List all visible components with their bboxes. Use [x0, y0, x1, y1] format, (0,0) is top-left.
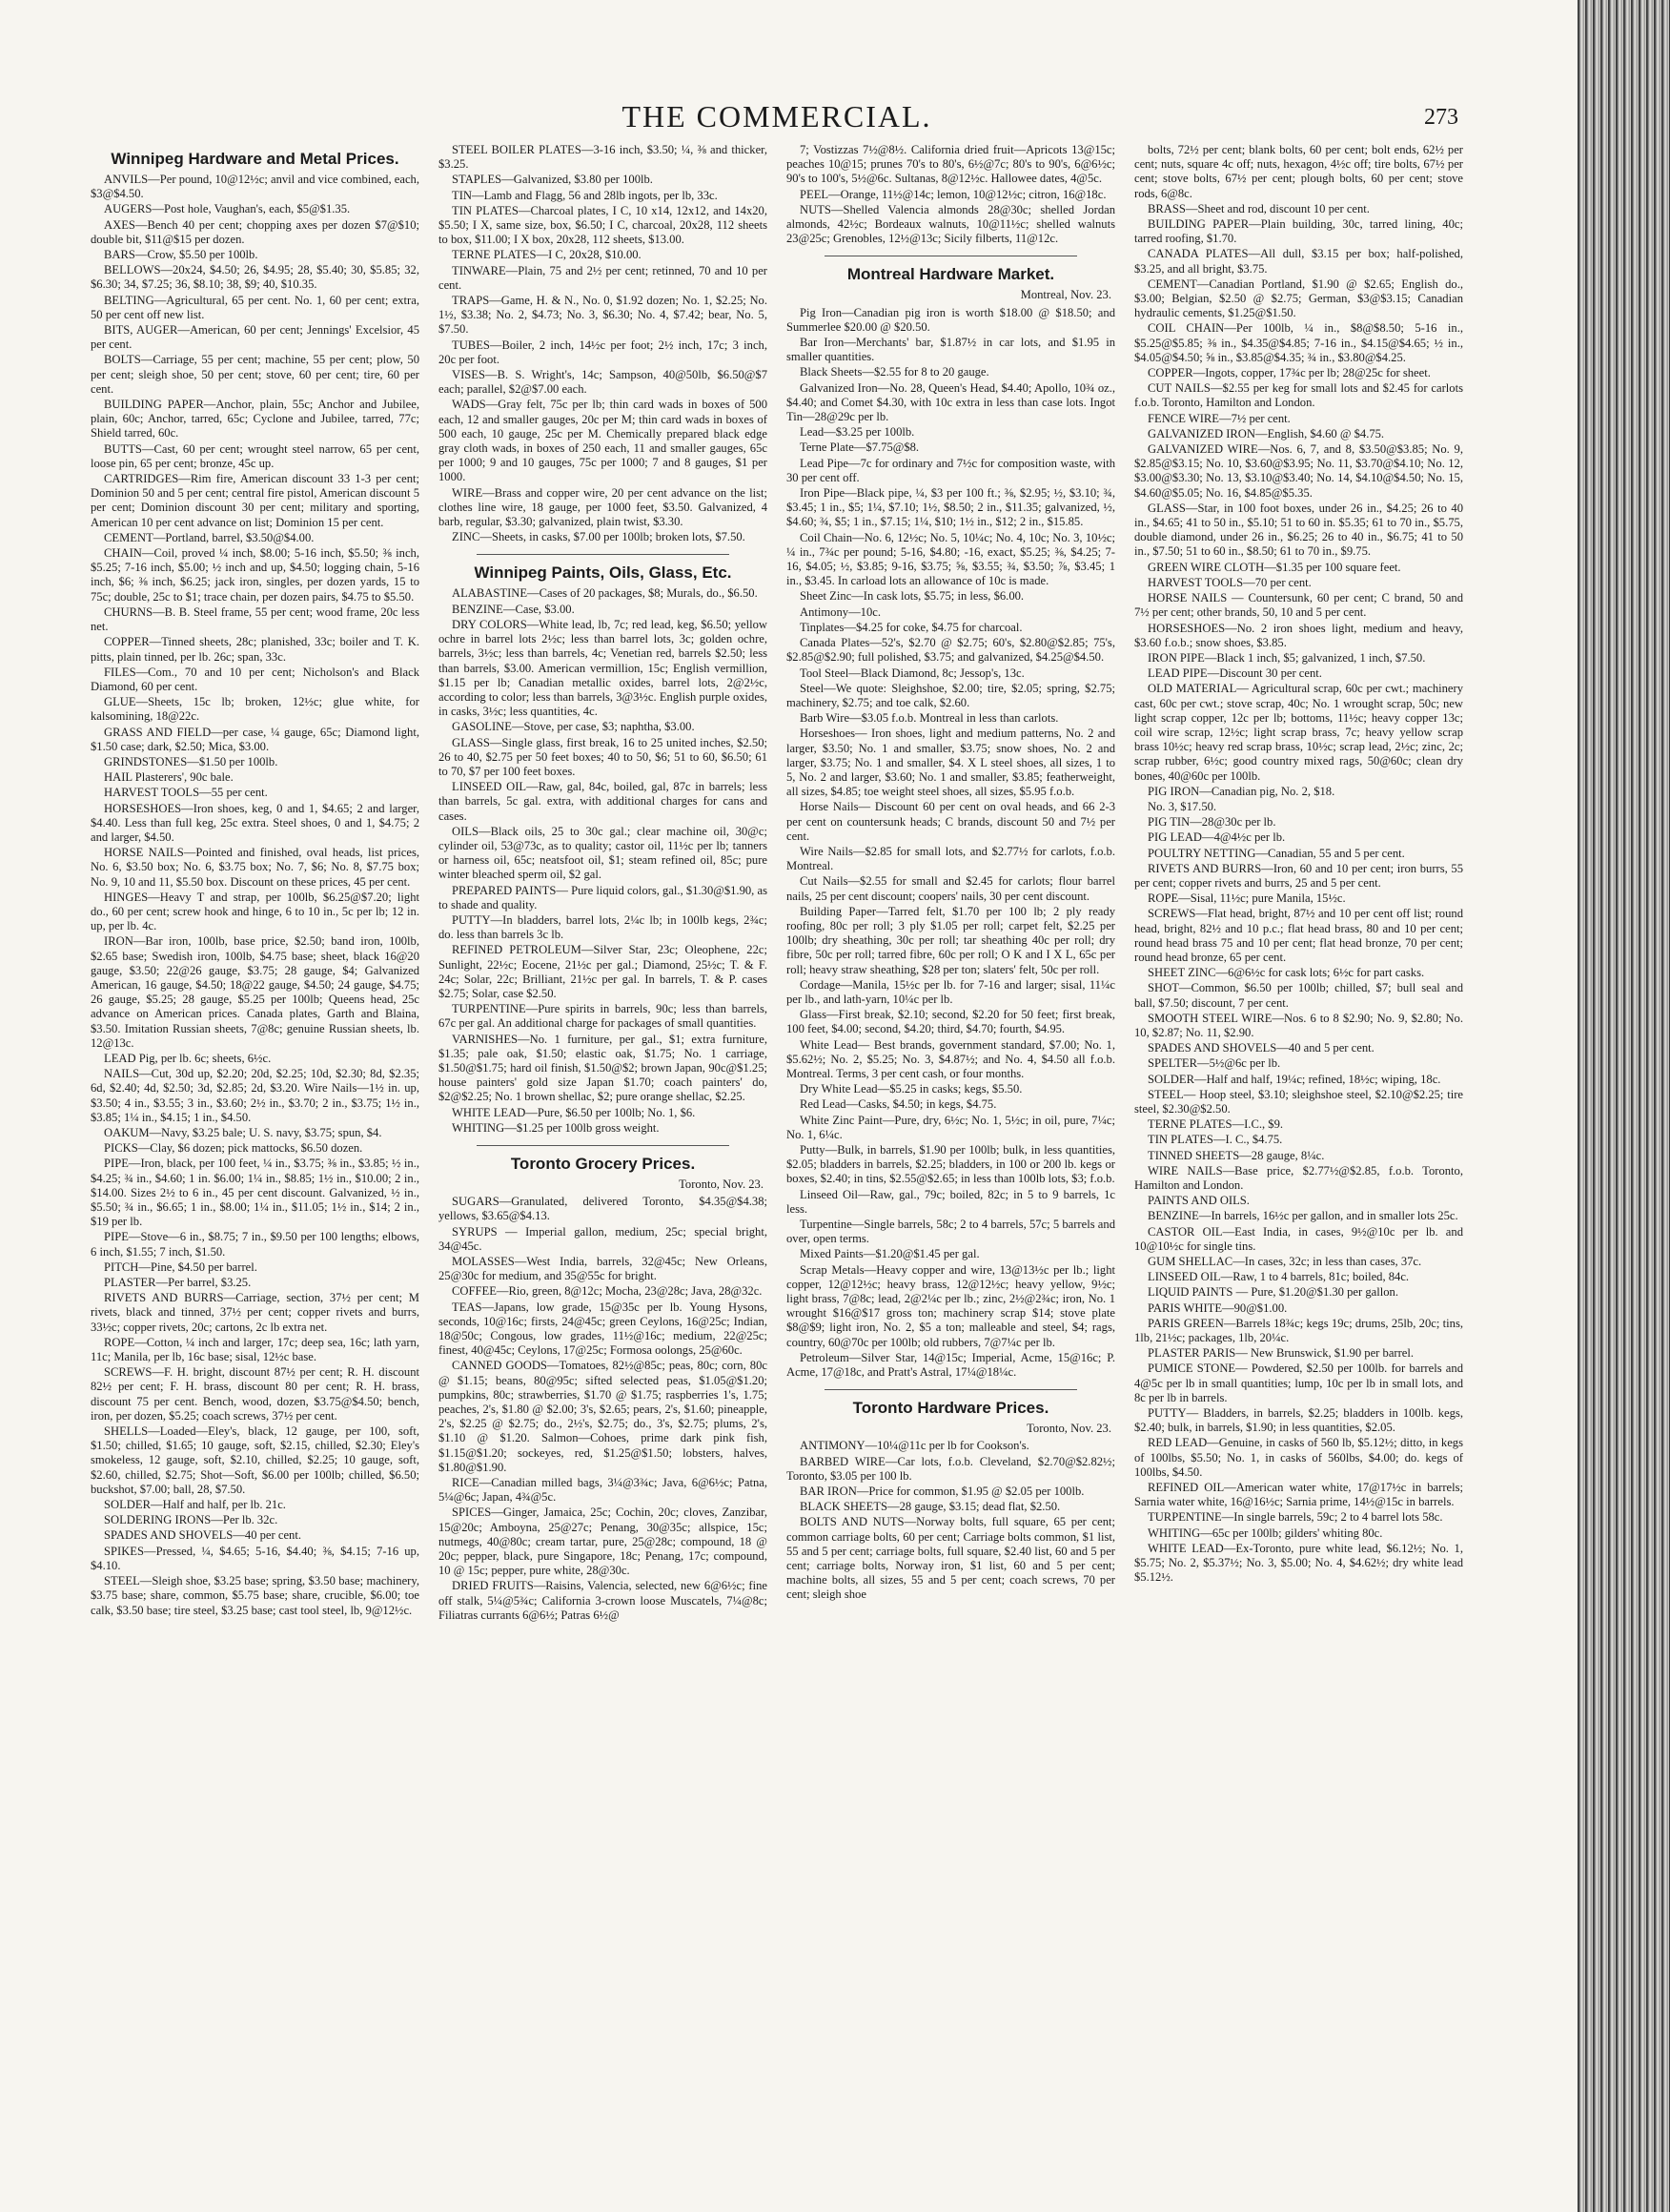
price-entry: GALVANIZED WIRE—Nos. 6, 7, and 8, $3.50@$3.85; No. 9, $2.85@$3.15; No. 10, $3.60@$3.95; No. 11, $3.70@$4.10; No. 12, $3.00@$3.30; No. 13, $3.10@$3.40; No. 14, $4.10@$4.50; No. 15, $4.60@$5.05; No. 16, $4.85@$5.35.	[1134, 442, 1463, 500]
price-entry: MOLASSES—West India, barrels, 32@45c; New Orleans, 25@30c for medium, and 35@55c for bright.	[438, 1255, 767, 1283]
price-entry: PIG IRON—Canadian pig, No. 2, $18.	[1148, 784, 1335, 798]
price-entry: PIG TIN—28@30c per lb.	[1148, 815, 1276, 830]
price-entry: ROPE—Sisal, 11½c; pure Manila, 15½c.	[1148, 891, 1346, 906]
price-entry: Lead Pipe—7c for ordinary and 7½c for composition waste, with 30 per cent off.	[786, 456, 1115, 484]
price-entry: BOLTS AND NUTS—Norway bolts, full square, 65 per cent; common carriage bolts, 60 per cent; Carriage bolts common, $1 list, 55 and 5 per cent; carriage bolts, full square, $2.40 list, 60 and 5 per cent; carriage bolts, Norway iron, $1 list, 60 and 5 per cent; machine bolts, all sizes, 55 and 5 per cent; coach screws, 70 per cent; sleigh shoe	[786, 1515, 1115, 1602]
price-entry: CASTOR OIL—East India, in cases, 9½@10c per lb. and 10@10½c for single tins.	[1134, 1224, 1463, 1253]
price-entry: TIN PLATES—I. C., $4.75.	[1148, 1133, 1283, 1147]
price-entry: Petroleum—Silver Star, 14@15c; Imperial, Acme, 15@16c; P. Acme, 17@18c, and Pratt's Astral, 17¼@18¼c.	[786, 1350, 1115, 1380]
price-entry: Cut Nails—$2.55 for small and $2.45 for carlots; flour barrel nails, 25 per cent discount; coopers' nails, 30 per cent discount.	[786, 874, 1115, 903]
price-entry: PIPE—Stove—6 in., $8.75; 7 in., $9.50 per 100 lengths; elbows, 6 inch, $1.55; 7 inch, $1.50.	[91, 1230, 419, 1259]
price-entry: TINWARE—Plain, 75 and 2½ per cent; retinned, 70 and 10 per cent.	[438, 263, 767, 292]
price-entry: Black Sheets—$2.55 for 8 to 20 gauge.	[800, 365, 989, 379]
price-entry: OAKUM—Navy, $3.25 bale; U. S. navy, $3.75; spun, $4.	[104, 1126, 382, 1139]
price-entry: STEEL BOILER PLATES—3-16 inch, $3.50; ¼, ⅜ and thicker, $3.25.	[438, 143, 767, 172]
price-section	[438, 1145, 767, 1623]
price-entry: CARTRIDGES—Rim fire, American discount 33 1-3 per cent; Dominion 50 and 5 per cent; central fire pistol, American discount 5 per cent; Dominion discount 30 per cent; military and sporting, American 10 per cent advance on list; Dominion 15 per cent.	[91, 472, 419, 529]
price-entry: IRON—Bar iron, 100lb, base price, $2.50; band iron, 100lb, $2.65 base; Swedish iron, 100lb, $4.75 base; sheet, black 16@20 gauge, $3.50; 22@26 gauge, $3.75; 28 gauge, $4; Galvanized American, 16 gauge, $4.50; 18@22 gauge, $4.50; 24 gauge, $4.75; 26 gauge, $5.25; 28 gauge, $5.25 per 100lb; Queens head, 25c advance on American prices. Canada plates, Garth and Blaina, $3.50. Imitation Russian sheets, 7@8c; genuine Russian sheets, lb. 12@13c.	[91, 934, 419, 1050]
price-entry: HORSESHOES—No. 2 iron shoes light, medium and heavy, $3.60 f.o.b.; snow shoes, $3.85.	[1134, 621, 1463, 649]
price-entry: FILES—Com., 70 and 10 per cent; Nicholson's and Black Diamond, 60 per cent.	[91, 665, 419, 693]
price-entry: BOLTS—Carriage, 55 per cent; machine, 55 per cent; plow, 50 per cent; sleigh shoe, 50 per cent; stove, 60 per cent; tire, 60 per cent.	[91, 353, 419, 396]
price-entry: No. 3, $17.50.	[1148, 799, 1217, 813]
price-entry: Terne Plate—$7.75@$8.	[800, 440, 920, 455]
section-heading: Toronto Grocery Prices.	[510, 1155, 696, 1173]
price-entry: RIVETS AND BURRS—Iron, 60 and 10 per cent; iron burrs, 55 per cent; copper rivets and burrs, 25 and 5 per cent.	[1134, 861, 1463, 890]
price-entry: GLUE—Sheets, 15c lb; broken, 12½c; glue white, for kalsomining, 18@22c.	[91, 695, 419, 724]
price-entry: POULTRY NETTING—Canadian, 55 and 5 per cent.	[1148, 846, 1405, 860]
price-entry: SPICES—Ginger, Jamaica, 25c; Cochin, 20c; cloves, Zanzibar, 15@20c; Amboyna, 25@27c; Penang, 30@35c; allspice, 15c; nutmegs, 40@80c; cream tartar, pure, 25@28c; compound, 18 @ 20c; pepper, black, pure Singapore, 18c; Penang, 17c; compound, 10 @ 15c; pepper, pure white, 28@30c.	[438, 1505, 767, 1578]
section-divider	[477, 554, 729, 555]
price-entry: Turpentine—Single barrels, 58c; 2 to 4 barrels, 57c; 5 barrels and over, open terms.	[786, 1218, 1115, 1246]
price-entry: bolts, 72½ per cent; blank bolts, 60 per cent; bolt ends, 62½ per cent; nuts, square 4c off; nuts, hexagon, 4½c off; tire bolts, 67½ per cent; stove bolts, 67½ per cent; plough bolts, 60 per cent; stove rods, 6@8c.	[1134, 143, 1463, 200]
price-entry: COFFEE—Rio, green, 8@12c; Mocha, 23@28c; Java, 28@32c.	[452, 1284, 763, 1299]
text-column-2	[438, 143, 767, 2155]
price-entry: VISES—B. S. Wright's, 14c; Sampson, 40@50lb, $6.50@$7 each; parallel, $2@$7.00 each.	[438, 368, 767, 397]
price-entry: PITCH—Pine, $4.50 per barrel.	[104, 1260, 257, 1274]
price-entry: WADS—Gray felt, 75c per lb; thin card wads in boxes of 500 each, 12 and smaller gauges, 20c per M; thin card wads in boxes of 500 each, 10 gauge, 25c per M. Chemically prepared black edge gray cloth wads, in boxes of 250 each, 11 and smaller gauges, 65c per 1000; 9 and 10 gauges, 75c per 1000; 7 and 8 gauges, $1 per 1000.	[438, 398, 767, 484]
price-entry: STEEL—Sleigh shoe, $3.25 base; spring, $3.50 base; machinery, $3.75 base; share, common, $5.75 base; share, crucible, $6.00; toe calk, $3.50 base; tire steel, $3.25 base; cast tool steel, lb, 9@12½c.	[91, 1574, 419, 1617]
price-entry: SUGARS—Granulated, delivered Toronto, $4.35@$4.38; yellows, $3.65@$4.13.	[438, 1195, 767, 1223]
price-entry: Tool Steel—Black Diamond, 8c; Jessop's, 13c.	[800, 666, 1025, 680]
price-entry: Iron Pipe—Black pipe, ¼, $3 per 100 ft.; ⅜, $2.95; ½, $3.10; ¾, $3.45; 1 in., $5; 1¼, $7.10; 1½, $8.50; 2 in., $11.35; galvanized, ½, $4.60; ¾, $5; 1 in., $7.15; 1¼, $10; 1½ in., $12; 2 in., $15.85.	[786, 486, 1115, 529]
price-entry: Building Paper—Tarred felt, $1.70 per 100 lb; 2 ply ready roofing, 80c per roll; 3 ply $1.05 per roll; carpet felt, $2.25 per 100lb; dry sheathing, 30c per roll; tar sheathing 40c per roll; dry fibre, 50c per roll; tarred fibre, 60c per roll; O K and I X L, 65c per roll; heavy straw sheathing, $28 per ton; slaters' felt, 50c per roll.	[786, 904, 1115, 976]
price-entry: DRIED FRUITS—Raisins, Valencia, selected, new 6@6½c; fine off stalk, 5¼@5¾c; California 3-crown loose Muscatels, 7¼@8c; Filiatras currants 6@6½; Patras 6½@	[438, 1579, 767, 1622]
price-entry: PUTTY—In bladders, barrel lots, 2¼c lb; in 100lb kegs, 2¾c; do. less than barrels 3c lb.	[438, 912, 767, 942]
page-header	[95, 99, 1458, 137]
price-entry: WIRE NAILS—Base price, $2.77½@$2.85, f.o.b. Toronto, Hamilton and London.	[1134, 1163, 1463, 1193]
price-section	[786, 1389, 1115, 1602]
price-entry: PICKS—Clay, $6 dozen; pick mattocks, $6.50 dozen.	[104, 1141, 363, 1156]
price-entry: HORSESHOES—Iron shoes, keg, 0 and 1, $4.65; 2 and larger, $4.40. Less than full keg, 25c extra. Steel shoes, 0 and 1, $4.75; 2 and larger, $4.50.	[91, 801, 419, 844]
price-entry: Wire Nails—$2.85 for small lots, and $2.77½ for carlots, f.o.b. Montreal.	[786, 844, 1115, 873]
price-entry: GREEN WIRE CLOTH—$1.35 per 100 square feet.	[1148, 560, 1401, 574]
price-entry: HORSE NAILS—Pointed and finished, oval heads, list prices, No. 6, $3.50 box; No. 6, $3.75 box; No. 7, $6; No. 8, $7.75 box; No. 9, 10 and 11, $5.50 box. Discount on these prices, 45 per cent.	[91, 846, 419, 889]
price-entry: SOLDER—Half and half, 19¼c; refined, 18½c; wiping, 18c.	[1148, 1072, 1441, 1086]
price-entry: Horseshoes— Iron shoes, light and medium patterns, No. 2 and larger, $3.50; No. 1 and smaller, $3.75; snow shoes, No. 2 and larger, $3.75; No. 1 and smaller, $4. X L steel shoes, all sizes, 1 to 5, No. 2 and larger, $3.60; No. 1 and smaller, $3.85; featherweight, all sizes, $4.85; toe weight steel shoes, all sizes, $5.95 f.o.b.	[786, 727, 1115, 799]
dateline: Montreal, Nov. 23.	[1020, 288, 1111, 302]
price-entry: White Zinc Paint—Pure, dry, 6½c; No. 1, 5½c; in oil, pure, 7¼c; No. 1, 6¼c.	[786, 1113, 1115, 1141]
price-entry: LINSEED OIL—Raw, gal, 84c, boiled, gal, 87c in barrels; less than barrels, 5c gal. extra, with additional charges for cans and cases.	[438, 780, 767, 823]
price-entry: TINNED SHEETS—28 gauge, 8¼c.	[1148, 1148, 1325, 1162]
price-entry: CANADA PLATES—All dull, $3.15 per box; half-polished, $3.25, and all bright, $3.75.	[1134, 247, 1463, 276]
price-entry: BELTING—Agricultural, 65 per cent. No. 1, 60 per cent; extra, 50 per cent off new list.	[91, 293, 419, 321]
price-entry: GRASS AND FIELD—per case, ¼ gauge, 65c; Diamond light, $1.50 case; dark, $2.50; Mica, $3.00.	[91, 725, 419, 753]
price-entry: Cordage—Manila, 15½c per lb. for 7-16 and larger; sisal, 11¼c per lb., and lath-yarn, 10¼c per lb.	[786, 977, 1115, 1006]
price-entry: HINGES—Heavy T and strap, per 100lb, $6.25@$7.20; light do., 60 per cent; screw hook and hinge, 6 to 10 in., 5c per lb; 12 in. up, per lb. 4c.	[91, 890, 419, 933]
price-entry: REFINED OIL—American water white, 17@17½c in barrels; Sarnia water white, 16@16½c; Sarnia prime, 14½@15c in barrels.	[1134, 1481, 1463, 1509]
price-entry: BENZINE—In barrels, 16½c per gallon, and in smaller lots 25c.	[1148, 1209, 1458, 1223]
price-entry: WHITE LEAD—Ex-Toronto, pure white lead, $6.12½; No. 1, $5.75; No. 2, $5.37½; No. 3, $5.00; No. 4, $4.62½; dry white lead $5.12½.	[1134, 1541, 1463, 1585]
price-entry: PEEL—Orange, 11½@14c; lemon, 10@12½c; citron, 16@18c.	[800, 187, 1107, 201]
article-columns	[91, 143, 1463, 2155]
price-entry: WHITING—65c per 100lb; gilders' whiting 80c.	[1148, 1526, 1383, 1540]
price-entry: Steel—We quote: Sleighshoe, $2.00; tire, $2.05; spring, $2.75; machinery, $2.75; and toe calk, $2.60.	[786, 681, 1115, 709]
text-column-1	[91, 143, 419, 2155]
price-entry: CANNED GOODS—Tomatoes, 82½@85c; peas, 80c; corn, 80c @ $1.15; beans, 80@95c; sifted selected peas, $1.05@$1.20; pumpkins, 80c; strawberries, $1.70 @ $1.75; raspberries 1's, 1.75; peaches, 2's, $1.80 @ $2.00; 3's, $2.65; pears, 2's, $1.60; pineapple, 2's, $2.25 @ $2.75; do., 2½'s, $2.75; do., 3's, $2.75; plums, 2's, $1.10 @ $1.20. Salmon—Cohoes, prime dark pink fish, $1.15@$1.20; sockeyes, red, $1.25@$1.50; lobsters, halves, $1.80@$1.90.	[438, 1359, 767, 1474]
price-entry: CHAIN—Coil, proved ¼ inch, $8.00; 5-16 inch, $5.50; ⅜ inch, $5.25; 7-16 inch, $5.00; ½ inch and up, $4.50; logging chain, 5-16 inch, $6; ⅜ inch, $6.25; jack iron, singles, per dozen yards, 15 to 75c; double, 25c to $1; trace chain, per dozen pairs, $4.75 to $5.50.	[91, 546, 419, 604]
price-section	[1134, 143, 1463, 1586]
price-entry: PREPARED PAINTS— Pure liquid colors, gal., $1.30@$1.90, as to shade and quality.	[438, 883, 767, 911]
price-entry: SPADES AND SHOVELS—40 and 5 per cent.	[1148, 1041, 1375, 1055]
page-number: 273	[1424, 105, 1458, 130]
price-entry: COPPER—Ingots, copper, 17¾c per lb; 28@25c for sheet.	[1148, 366, 1431, 380]
price-entry: TRAPS—Game, H. & N., No. 0, $1.92 dozen; No. 1, $2.25; No. 1½, $3.38; No. 2, $4.73; No. 3, $6.30; No. 4, $7.42; bear, No. 5, $7.50.	[438, 294, 767, 337]
price-entry: CEMENT—Canadian Portland, $1.90 @ $2.65; English do., $3.00; Belgian, $2.50 @ $2.75; German, $3@$3.15; Canadian hydraulic cements, $1.25@$1.50.	[1134, 276, 1463, 320]
price-entry: WHITING—$1.25 per 100lb gross weight.	[452, 1120, 660, 1135]
price-entry: TEAS—Japans, low grade, 15@35c per lb. Young Hysons, seconds, 10@16c; firsts, 24@45c; green Ceylons, 16@25c; Indian, 18@50c; Congous, low grades, 11½@16c; medium, 22@25c; finest, 40@45c; Ceylons, 17@25c; Formosa oolongs, 25@60c.	[438, 1300, 767, 1358]
price-entry: GALVANIZED IRON—English, $4.60 @ $4.75.	[1148, 426, 1385, 440]
price-section	[438, 143, 767, 544]
price-entry: Lead—$3.25 per 100lb.	[800, 425, 915, 440]
price-entry: Glass—First break, $2.10; second, $2.20 for 50 feet; first break, 100 feet, $4.00; second, $4.20; third, $4.70; fourth, $4.95.	[786, 1008, 1115, 1036]
price-entry: GASOLINE—Stove, per case, $3; naphtha, $3.00.	[452, 720, 695, 734]
price-entry: TIN—Lamb and Flagg, 56 and 28lb ingots, per lb, 33c.	[452, 188, 718, 202]
price-entry: SPIKES—Pressed, ¼, $4.65; 5-16, $4.40; ⅜, $4.15; 7-16 up, $4.10.	[91, 1544, 419, 1572]
price-entry: AUGERS—Post hole, Vaughan's, each, $5@$1.35.	[104, 202, 351, 216]
price-entry: Galvanized Iron—No. 28, Queen's Head, $4.40; Apollo, 10¾ oz., $4.40; and Comet $4.30, with 10c extra in less than case lots. Ingot Tin—28@29c per lb.	[786, 380, 1115, 424]
price-entry: BARBED WIRE—Car lots, f.o.b. Cleveland, $2.70@$2.82½; Toronto, $3.05 per 100 lb.	[786, 1454, 1115, 1483]
price-entry: Bar Iron—Merchants' bar, $1.87½ in car lots, and $1.95 in smaller quantities.	[786, 336, 1115, 364]
price-entry: Linseed Oil—Raw, gal., 79c; boiled, 82c; in 5 to 9 barrels, 1c less.	[786, 1187, 1115, 1216]
price-entry: IRON PIPE—Black 1 inch, $5; galvanized, 1 inch, $7.50.	[1148, 650, 1426, 665]
price-entry: TIN PLATES—Charcoal plates, I C, 10 x14, 12x12, and 14x20, $5.50; I X, same size, box, $6.50; I C, charcoal, 20x28, 112 sheets to box, $11.00; I X box, 20x28, 112 sheets, $13.00.	[438, 203, 767, 247]
price-entry: BUILDING PAPER—Anchor, plain, 55c; Anchor and Jubilee, plain, 60c; Anchor, tarred, 65c; Cyclone and Jubilee, tarred, 77c; Shield tarred, 60c.	[91, 398, 419, 440]
price-entry: TURPENTINE—Pure spirits in barrels, 90c; less than barrels, 67c per gal. An additional charge for packages of small quantities.	[438, 1002, 767, 1031]
price-entry: TUBES—Boiler, 2 inch, 14½c per foot; 2½ inch, 17c; 3 inch, 20c per foot.	[438, 338, 767, 366]
price-entry: VARNISHES—No. 1 furniture, per gal., $1; extra furniture, $1.35; pale oak, $1.50; elastic oak, $1.75; No. 1 carriage, $1.50@$1.75; hard oil finish, $1.50@$2; brown Japan, 90c@$1.25; house painters' gold size Japan $1.70; coach painters' do, $2@$2.25; No. 1 brown shellac, $2; pure orange shellac, $2.25.	[438, 1032, 767, 1104]
price-entry: ROPE—Cotton, ¼ inch and larger, 17c; deep sea, 16c; lath yarn, 11c; Manila, per lb, 16c base; sisal, 12½c base.	[91, 1335, 419, 1364]
price-entry: RICE—Canadian milled bags, 3¼@3¾c; Java, 6@6½c; Patna, 5¼@6c; Japan, 4¾@5c.	[438, 1476, 767, 1505]
price-entry: Red Lead—Casks, $4.50; in kegs, $4.75.	[800, 1097, 997, 1112]
price-entry: PLASTER—Per barrel, $3.25.	[104, 1276, 252, 1290]
price-entry: STEEL— Hoop steel, $3.10; sleighshoe steel, $2.10@$2.25; tire steel, $2.30@$2.50.	[1134, 1087, 1463, 1116]
price-entry: WIRE—Brass and copper wire, 20 per cent advance on the list; clothes line wire, 18 gauge, per 1000 feet, $3.50. Galvanized, 4 barb, regular, $3.30; galvanized, plain twist, $3.30.	[438, 485, 767, 529]
price-entry: SOLDERING IRONS—Per lb. 32c.	[104, 1513, 278, 1527]
price-entry: LINSEED OIL—Raw, 1 to 4 barrels, 81c; boiled, 84c.	[1148, 1270, 1410, 1284]
price-entry: GLASS—Star, in 100 foot boxes, under 26 in., $4.25; 26 to 40 in., $4.65; 41 to 50 in., $5.10; 51 to 60 in. $5.35; 61 to 70 in., $5.75, double diamond, under 26 in., $6.25; 26 to 40 in., $6.75; 41 to 50 in., $7.50; 51 to 60 in., $8.50; 61 to 70 in., $9.75.	[1134, 501, 1463, 559]
section-heading: Winnipeg Paints, Oils, Glass, Etc.	[474, 563, 732, 583]
price-entry: SCREWS—Flat head, bright, 87½ and 10 per cent off list; round head, bright, 82½ and 10 p.c.; flat head brass, 80 and 10 per cent; round head brass 75 and 10 per cent; flat head bronze, 70 per cent; round head bronze, 65 per cent.	[1134, 907, 1463, 964]
price-entry: SPELTER—5½@6c per lb.	[1148, 1056, 1281, 1071]
price-entry: White Lead— Best brands, government standard, $7.00; No. 1, $5.62½; No. 2, $5.25; No. 3, $4.87½; and No. 4, $4.50 all f.o.b. Montreal. Terms, 3 per cent cash, or four months.	[786, 1037, 1115, 1080]
price-entry: HORSE NAILS — Countersunk, 60 per cent; C brand, 50 and 7½ per cent; other brands, 50, 10 and 5 per cent.	[1134, 591, 1463, 620]
dateline: Toronto, Nov. 23.	[679, 1178, 764, 1191]
publication-title: THE COMMERCIAL.	[621, 99, 932, 133]
price-entry: BELLOWS—20x24, $4.50; 26, $4.95; 28, $5.40; 30, $5.85; 32, $6.30; 34, $7.25; 36, $8.10; 38, $9; 40, $10.35.	[91, 263, 419, 292]
price-entry: NAILS—Cut, 30d up, $2.20; 20d, $2.25; 10d, $2.30; 8d, $2.35; 6d, $2.40; 4d, $2.50; 3d, $2.85; 2d, $3.20. Wire Nails—1½ in. up, $3.50; 4 in., $3.55; 3 in., $3.60; 2½ in., $3.70; 2 in., $3.75; 1½ in., $3.85; 1¼ in., $4.15; 1 in., $4.50.	[91, 1067, 419, 1124]
price-entry: SHOT—Common, $6.50 per 100lb; chilled, $7; bull seal and ball, $7.50; discount, 7 per cent.	[1134, 981, 1463, 1010]
price-entry: RIVETS AND BURRS—Carriage, section, 37½ per cent; M rivets, black and tinned, 37½ per cent; copper rivets and burrs, 33½c; copper rivets, 20c; cartons, 2c lb extra net.	[91, 1291, 419, 1334]
price-entry: HARVEST TOOLS—55 per cent.	[104, 786, 268, 800]
price-entry: OLD MATERIAL— Agricultural scrap, 60c per cwt.; machinery cast, 60c per cwt.; stove scrap, 40c; No. 1 wrought scrap, 50c; new light scrap copper, 12c per lb; bottoms, 11½c; heavy copper 13c; coil wire scrap, 12½c; light scrap brass, 7c; heavy yellow scrap brass 10½c; heavy red scrap brass, 10½c; scrap lead, 2½c; zinc, 2c; scrap rubber, 6½c; good country mixed rags, 50@60c; clean dry bones, 40@60c per 100lb.	[1134, 682, 1463, 783]
price-section	[786, 256, 1115, 1380]
price-entry: COIL CHAIN—Per 100lb, ¼ in., $8@$8.50; 5-16 in., $5.25@$5.85; ⅜ in., $4.35@$4.85; 7-16 in., $4.15@$4.65; ½ in., $4.05@$4.50; ⅝ in., $3.85@$4.35; ¾ in., $3.80@$4.25.	[1134, 321, 1463, 364]
price-entry: SMOOTH STEEL WIRE—Nos. 6 to 8 $2.90; No. 9, $2.80; No. 10, $2.87; No. 11, $2.90.	[1134, 1011, 1463, 1039]
price-entry: LEAD PIPE—Discount 30 per cent.	[1148, 666, 1322, 681]
text-column-4	[1134, 143, 1463, 2155]
price-entry: PARIS GREEN—Barrels 18¾c; kegs 19c; drums, 25lb, 20c; tins, 1lb, 21½c; packages, 1lb, 20¼c.	[1134, 1316, 1463, 1345]
price-entry: DRY COLORS—White lead, lb, 7c; red lead, keg, $6.50; yellow ochre in barrel lots 2½c; less than barrel lots, 3c; golden ochre, barrels, 3½c; less than barrels, 4c; Venetian red, barrels $2.50; less than barrels, $3.00. American vermillion, 15c; English vermillion, $1.15 per lb; Canadian metallic oxides, barrel lots, 2@2½c, according to color; less than barrels, 3@3½c. English purple oxides, in casks, 3½c; less quantities, 4c.	[438, 617, 767, 719]
price-entry: PUTTY— Bladders, in barrels, $2.25; bladders in 100lb. kegs, $2.40; bulk, in barrels, $1.90; in less quantities, $2.05.	[1134, 1406, 1463, 1435]
price-entry: STAPLES—Galvanized, $3.80 per 100lb.	[452, 173, 653, 187]
price-entry: BITS, AUGER—American, 60 per cent; Jennings' Excelsior, 45 per cent.	[91, 323, 419, 352]
price-entry: SOLDER—Half and half, per lb. 21c.	[104, 1498, 286, 1512]
price-entry: ZINC—Sheets, in casks, $7.00 per 100lb; broken lots, $7.50.	[452, 530, 745, 544]
price-entry: BARS—Crow, $5.50 per 100lb.	[104, 248, 258, 262]
price-entry: HAIL Plasterers', 90c bale.	[104, 770, 234, 785]
price-entry: TERNE PLATES—I C, 20x28, $10.00.	[452, 248, 642, 262]
dateline: Toronto, Nov. 23.	[1027, 1422, 1111, 1436]
price-entry: BENZINE—Case, $3.00.	[452, 602, 575, 616]
price-entry: SYRUPS — Imperial gallon, medium, 25c; special bright, 34@45c.	[438, 1224, 767, 1253]
section-divider	[477, 1145, 729, 1146]
price-entry: LEAD Pig, per lb. 6c; sheets, 6½c.	[104, 1051, 272, 1065]
price-entry: PUMICE STONE— Powdered, $2.50 per 100lb. for barrels and 4@5c per lb in small quantities; lump, 10c per lb in small lots, and 8c per lb in barrels.	[1134, 1362, 1463, 1404]
price-entry: HARVEST TOOLS—70 per cent.	[1148, 575, 1312, 589]
price-entry: ANTIMONY—10¼@11c per lb for Cookson's.	[800, 1439, 1029, 1453]
price-entry: BLACK SHEETS—28 gauge, $3.15; dead flat, $2.50.	[800, 1500, 1061, 1514]
price-entry: CEMENT—Portland, barrel, $3.50@$4.00.	[104, 530, 315, 544]
price-entry: Pig Iron—Canadian pig iron is worth $18.00 @ $18.50; and Summerlee $20.00 @ $20.50.	[786, 305, 1115, 334]
price-entry: REFINED PETROLEUM—Silver Star, 23c; Oleophene, 22c; Sunlight, 22½c; Eocene, 21½c per gal.; Diamond, 25½c; T. & F. 24c; Solar, 22c; Brilliant, 21½c per gal. In barrels, T. & P. cases $2.75; Solar, case $2.50.	[438, 943, 767, 1000]
price-entry: CUT NAILS—$2.55 per keg for small lots and $2.45 for carlots f.o.b. Toronto, Hamilton and London.	[1134, 381, 1463, 410]
price-entry: Mixed Paints—$1.20@$1.45 per gal.	[800, 1247, 980, 1261]
price-entry: Tinplates—$4.25 for coke, $4.75 for charcoal.	[800, 620, 1023, 634]
section-divider	[825, 1389, 1077, 1390]
price-entry: Putty—Bulk, in barrels, $1.90 per 100lb; bulk, in less quantities, $2.05; bladders in barrels, $2.25; bladders, in 100 or 200 lb. kegs or boxes, $2.40; in tins, $2.55@$2.65; in less than 100lb lots, $3; f.o.b.	[786, 1143, 1115, 1186]
price-entry: Barb Wire—$3.05 f.o.b. Montreal in less than carlots.	[800, 711, 1059, 726]
price-entry: TURPENTINE—In single barrels, 59c; 2 to 4 barrel lots 58c.	[1148, 1510, 1443, 1525]
text-column-3	[786, 143, 1115, 2155]
section-heading: Montreal Hardware Market.	[846, 265, 1055, 284]
price-entry: BUILDING PAPER—Plain building, 30c, tarred lining, 40c; tarred roofing, $1.70.	[1134, 217, 1463, 246]
price-section	[786, 143, 1115, 246]
price-entry: RED LEAD—Genuine, in casks of 560 lb, $5.12½; ditto, in kegs of 100lbs, $5.50; No. 1, in casks of 560lbs, $4.00; do. kegs of 100lbs, $4.50.	[1134, 1436, 1463, 1479]
price-entry: Coil Chain—No. 6, 12½c; No. 5, 10¼c; No. 4, 10c; No. 3, 10½c; ¼ in., 7¾c per pound; 5-16, $4.80; -16, exact, $5.25; ⅜, $4.25; 7-16, $4.05; ½, $3.85; 9-16, $3.75; ⅝, $3.55; ¾, $3.50; ⅞, $3.45; 1 in., $3.45. In carload lots an allowance of 10c is made.	[786, 530, 1115, 588]
price-entry: GRINDSTONES—$1.50 per 100lb.	[104, 754, 278, 768]
price-entry: COPPER—Tinned sheets, 28c; planished, 33c; boiler and T. K. pitts, plain tinned, per lb. 26c; span, 33c.	[91, 635, 419, 664]
price-entry: AXES—Bench 40 per cent; chopping axes per dozen $7@$10; double bit, $11@$15 per dozen.	[91, 217, 419, 246]
price-entry: PIG LEAD—4@4½c per lb.	[1148, 830, 1286, 845]
price-entry: ANVILS—Per pound, 10@12½c; anvil and vice combined, each, $3@$4.50.	[91, 173, 419, 201]
book-page-edges	[1578, 0, 1670, 2212]
price-entry: GLASS—Single glass, first break, 16 to 25 united inches, $2.50; 26 to 40, $2.75 per 50 feet boxes; 40 to 50, $6; 51 to 60, $6.50; 61 to 70, $7 per 100 feet boxes.	[438, 735, 767, 778]
price-entry: 7; Vostizzas 7½@8½. California dried fruit—Apricots 13@15c; peaches 10@15; prunes 70's to 80's, 6½@7c; 80's to 90's, 6@6½c; 90's to 100's, 5½@6c. Sultanas, 8@12½c. Hallowee dates, 4@5c.	[786, 143, 1115, 186]
price-entry: PLASTER PARIS— New Brunswick, $1.90 per barrel.	[1148, 1346, 1415, 1361]
price-entry: SCREWS—F. H. bright, discount 87½ per cent; R. H. discount 82½ per cent; F. H. brass, discount 80 per cent; R. H. brass, discount 75 per cent. Bench, wood, dozen, $3.75@$4.50; bench, iron, per dozen, $5.25; coach screws, 37½ per cent.	[91, 1365, 419, 1423]
price-entry: FENCE WIRE—7½ per cent.	[1148, 411, 1291, 425]
price-section	[91, 149, 419, 1618]
price-entry: Horse Nails— Discount 60 per cent on oval heads, and 66 2-3 per cent on countersunk heads; C brands, discount 50 and 7½ per cent.	[786, 800, 1115, 843]
price-entry: OILS—Black oils, 25 to 30c gal.; clear machine oil, 30@c; cylinder oil, 53@73c, as to quality; castor oil, 11½c per lb; tanners or harness oil, 65c; neatsfoot oil, $1; steam refined oil, 85c; pure winter bleached sperm oil, $2 gal.	[438, 824, 767, 882]
price-entry: WHITE LEAD—Pure, $6.50 per 100lb; No. 1, $6.	[452, 1105, 696, 1119]
price-entry: BUTTS—Cast, 60 per cent; wrought steel narrow, 65 per cent, loose pin, 65 per cent; bronze, 45c up.	[91, 441, 419, 470]
price-entry: SHEET ZINC—6@6½c for cask lots; 6½c for part casks.	[1148, 966, 1425, 980]
price-entry: BAR IRON—Price for common, $1.95 @ $2.05 per 100lb.	[800, 1485, 1085, 1499]
price-entry: ALABASTINE—Cases of 20 packages, $8; Murals, do., $6.50.	[452, 586, 758, 601]
section-heading: Winnipeg Hardware and Metal Prices.	[111, 150, 399, 168]
price-entry: TERNE PLATES—I.C., $9.	[1148, 1117, 1284, 1132]
price-entry: PARIS WHITE—90@$1.00.	[1148, 1301, 1288, 1315]
price-entry: CHURNS—B. B. Steel frame, 55 per cent; wood frame, 20c less net.	[91, 604, 419, 634]
price-entry: PAINTS AND OILS.	[1148, 1194, 1250, 1208]
price-entry: Dry White Lead—$5.25 in casks; kegs, $5.50.	[800, 1082, 1023, 1096]
price-entry: SPADES AND SHOVELS—40 per cent.	[104, 1528, 301, 1543]
price-entry: LIQUID PAINTS — Pure, $1.20@$1.30 per gallon.	[1148, 1285, 1398, 1300]
price-entry: BRASS—Sheet and rod, discount 10 per cent.	[1148, 201, 1370, 215]
price-entry: PIPE—Iron, black, per 100 feet, ¼ in., $3.75; ⅜ in., $3.85; ½ in., $4.25; ¾ in., $4.60; 1 in. $6.00; 1¼ in., $8.85; 1½ in., $10.00; 2 in., $14.00. Sizes 2½ to 6 in., 45 per cent discount. Galvanized, ½ in., $5.50; ¾ in., $6.65; 1 in., $8.00; 1¼ in., $11.05; 1½ in., $14; 2 in., $19 per lb.	[91, 1157, 419, 1229]
price-entry: Canada Plates—52's, $2.70 @ $2.75; 60's, $2.80@$2.85; 75's, $2.85@$2.90; full polished, $3.75; and galvanized, $4.25@$4.50.	[786, 636, 1115, 665]
price-entry: NUTS—Shelled Valencia almonds 28@30c; shelled Jordan almonds, 42½c; Bordeaux walnuts, 10@11½c; shelled walnuts 23@25c; Grenobles, 12½@13c; Sicily filberts, 11@12c.	[786, 202, 1115, 246]
price-entry: SHELLS—Loaded—Eley's, black, 12 gauge, per 100, soft, $1.50; chilled, $1.65; 10 gauge, soft, $2.15, chilled, $2.30; Eley's smokeless, 12 gauge, soft, $2.10, chilled, $2.25; 10 gauge, soft, $2.60, chilled, $2.75; Shot—Soft, $6.00 per 100lb; chilled, $6.50; buckshot, $7.00; ball, 28, $7.50.	[91, 1424, 419, 1496]
price-entry: Antimony—10c.	[800, 604, 882, 619]
price-entry: GUM SHELLAC—In cases, 32c; in less than cases, 37c.	[1148, 1255, 1422, 1269]
section-heading: Toronto Hardware Prices.	[852, 1399, 1049, 1418]
price-entry: Sheet Zinc—In cask lots, $5.75; in less, $6.00.	[800, 589, 1025, 604]
price-section	[438, 554, 767, 1136]
price-entry: Scrap Metals—Heavy copper and wire, 13@13½c per lb.; light copper, 12@12½c; heavy brass, 12@12½c; heavy yellow, 9½c; light brass, 7@8c; lead, 2@2¼c per lb.; zinc, 2½@2¾c; iron, No. 1 wrought $16@$17 gross ton; machinery scrap $14; stove plate $8@$9; light iron, No. 2, $5 a ton; malleable and steel, $4; rags, country, 60@70c per 100lb; old rubbers, 7@7¼c per lb.	[786, 1262, 1115, 1349]
